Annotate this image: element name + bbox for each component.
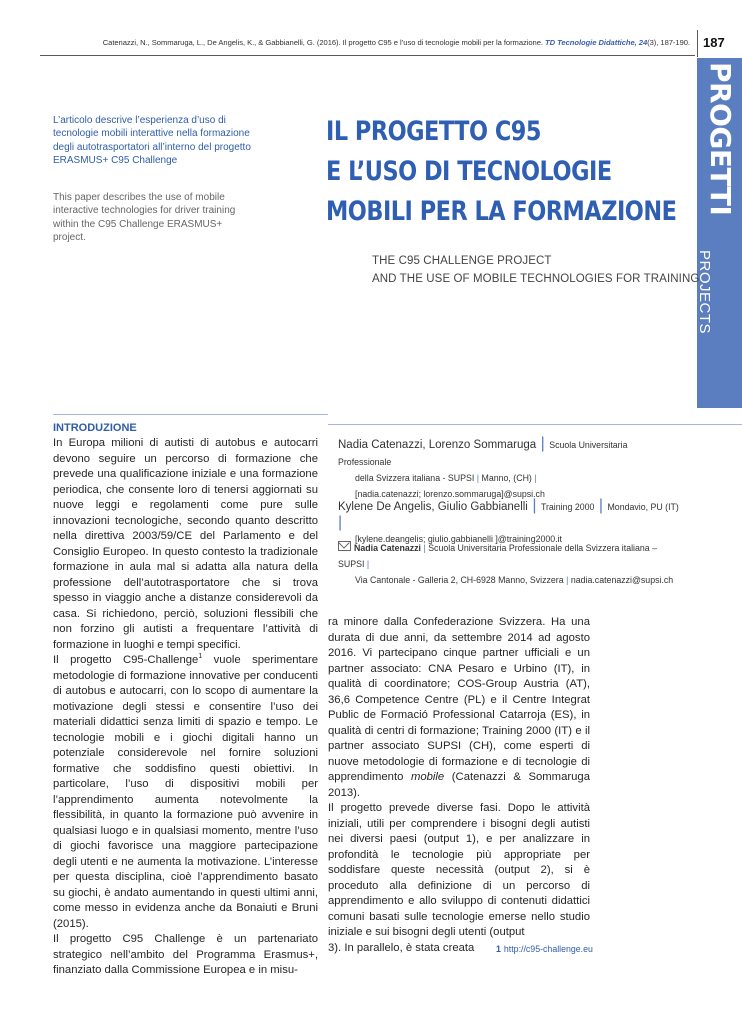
abstract-english: This paper describes the use of mobile interactive technologies for driver training within the C95 Challenge ERASMUS+ project. bbox=[53, 192, 236, 243]
title-line-1: IL PROGETTO C95 bbox=[326, 116, 541, 147]
footnote: 1 http://c95-challenge.eu bbox=[496, 944, 593, 954]
body-column-right bbox=[328, 615, 590, 956]
author-names: Nadia Catenazzi, Lorenzo Sommaruga bbox=[338, 439, 537, 451]
paragraph: Il progetto C95-Challenge$^1$ vuole sperimentare metodologie di formazione innovative per conducenti di autobus e autocarri, con lo scopo di aumentare la motivazione degli stessi e consentire l’uso dei materiali didattici senza limiti di spazio e tempo. Le tecnologie mobili e i giochi digitali hanno un potenziale considerevole nel fornire soluzioni formative che soddisfino questi obiettivi. In particolare, l’uso di dispositivi mobili per l’apprendimento aumenta notevolmente la flessibilità, in quanto la formazione può avvenire in qualsiasi luogo e in qualsiasi momento, mentre l’uso di giochi favorisce una maggiore partecipazione degli utenti e ne aumenta la motivazione. L’interesse per questa disciplina, cioè l’apprendimento basato su giochi, è andato aumentando in questi ultimi anni, come messo in evidenza anche da Bonaiuti e Bruni (2015). bbox=[53, 653, 318, 930]
section-label-it: PROGETTI bbox=[704, 62, 737, 216]
paragraph: Il progetto C95 Challenge è un partenariato strategico nell’ambito del Programma Erasmus+, finanziato dalla Commissione Europea e in misu- bbox=[53, 933, 318, 976]
paragraph: ra minore dalla Confederazione Svizzera. Ha una durata di due anni, da settembre 2014 ad agosto 2016. Vi partecipano cinque partner ufficiali e un partner associato: CNA Pesaro e Urbino (IT), in qualità di coordinatore; COS-Group Austria (AT), 36,6 Competence Centre (PL) e il Centre Integrat Public de Formació Professional Catarroja (ES), in qualità di centri di formazione; Training 2000 (IT) e il partner associato SUPSI (CH), come esperti di nuove metodologie di formazione e di tecnologie di apprendimento mobile (Catenazzi & Sommaruga 2013). bbox=[328, 616, 590, 799]
journal-name: TD Tecnologie Didattiche, 24 bbox=[545, 38, 648, 47]
header-divider bbox=[697, 30, 698, 57]
page-number: 187 bbox=[703, 35, 725, 50]
section-divider-right bbox=[328, 424, 742, 425]
subtitle-line-1: THE C95 CHALLENGE PROJECT bbox=[372, 255, 552, 267]
header-rule bbox=[40, 55, 695, 56]
article-title bbox=[326, 112, 706, 232]
paragraph: 3). In parallelo, è stata creata bbox=[328, 941, 475, 954]
footnote-ref: 1 bbox=[198, 653, 203, 661]
abstract-italian: L’articolo descrive l’esperienza d’uso di tecnologie mobili interattive nella formazione degli autotrasportatori all’interno del progetto ERASMUS+ C95 Challenge bbox=[53, 115, 251, 166]
footnote-link[interactable]: http://c95-challenge.eu bbox=[503, 944, 593, 954]
author-group-2: Kylene De Angelis, Giulio Gabbianelli | Training 2000 | Mondavio, PU (IT) | [kylene.deangelis; giulio.gabbianelli ]@training2000.it bbox=[338, 498, 683, 547]
paragraph: In Europa milioni di autisti di autobus e autocarri devono seguire un percorso di formazione che prevede una qualificazione iniziale e una formazione periodica, che consente loro di tenersi aggiornati su nuove leggi e regolamenti come pure sulle innovazioni tecnologiche, secondo quanto descritto nella direttiva 2003/59/CE del Parlamento e del Consiglio Europeo. In questo contesto la tradizionale formazione in aula mal si adatta alla natura della professione dell’autotrasportatore che si trova spesso in viaggio anche a distanze considerevoli da casa. Si richiedono, perciò, soluzioni flessibili che non forzino gli autisti a frequentare l’attività di formazione in luoghi e tempi specifici. bbox=[53, 437, 318, 651]
section-label-en: PROJECTS bbox=[696, 250, 713, 335]
section-divider-left bbox=[53, 414, 328, 415]
author-email: [nadia.catenazzi; lorenzo.sommaruga]@supsi.ch bbox=[355, 489, 545, 499]
title-line-3: MOBILI PER LA FORMAZIONE bbox=[326, 196, 677, 227]
english-title bbox=[372, 252, 699, 288]
author-names: Kylene De Angelis, Giulio Gabbianelli bbox=[338, 501, 528, 513]
subtitle-line-2: AND THE USE OF MOBILE TECHNOLOGIES FOR TRAINING bbox=[372, 273, 700, 285]
corresponding-author: Nadia Catenazzi | Scuola Universitaria Professionale della Svizzera italiana – SUPSI | Via Cantonale - Galleria 2, CH-6928 Manno, Svizzera | nadia.catenazzi@supsi.ch bbox=[338, 543, 674, 585]
author-email: [kylene.deangelis; giulio.gabbianelli ]@training2000.it bbox=[355, 534, 562, 544]
paragraph: Il progetto prevede diverse fasi. Dopo le attività iniziali, utili per comprendere i bisogni degli autisti nei diversi paesi (output 1), e per analizzare in profondità le tecnologie più appropriate per soddisfare queste necessità (output 2), si è proceduto alla definizione di un percorso di apprendimento e allo sviluppo di contenuti didattici comuni basati sulle tecnologie emerse nello studio iniziale e sui bisogni degli utenti (output bbox=[328, 802, 590, 938]
running-citation: Catenazzi, N., Sommaruga, L., De Angelis, K., & Gabbianelli, G. (2016). Il progetto C95 e l’uso di tecnologie mobili per la formazione. TD Tecnologie Didattiche, 24(3), 187-190. bbox=[102, 38, 690, 47]
body-column-left bbox=[53, 436, 318, 979]
envelope-icon bbox=[338, 541, 351, 551]
title-line-2: E L’USO DI TECNOLOGIE bbox=[326, 156, 612, 187]
section-heading: INTRODUZIONE bbox=[53, 422, 137, 434]
author-group-1: Nadia Catenazzi, Lorenzo Sommaruga | Scuola Universitaria Professionale della Svizzera italiana - SUPSI | Manno, (CH) | [nadia.catenazzi; lorenzo.sommaruga]@supsi.ch bbox=[338, 436, 683, 502]
